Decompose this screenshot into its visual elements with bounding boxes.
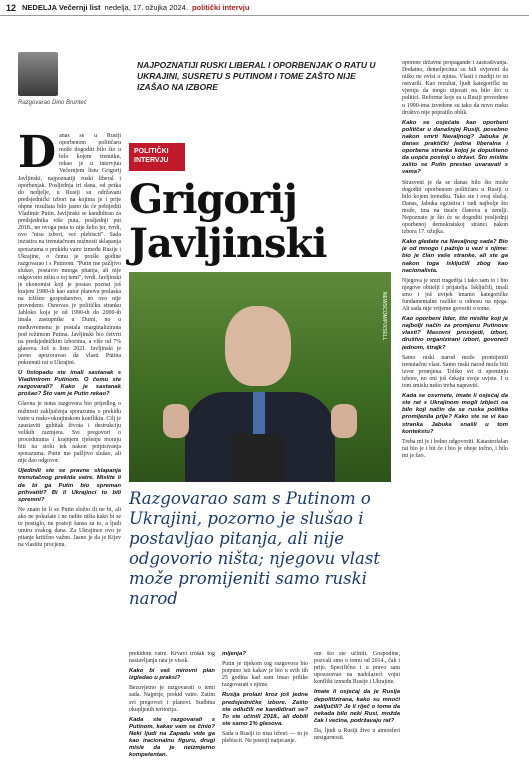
paragraph-text: Strasveni je da se danas bilo što može dogoditi oporbenom političaru u Rusiji u bilo kojem trenutku. Tako ste i ovaj slučaj. Danas, Jabuka egzistira i radi najbolje što može, ima na tisuće članova u zemlji. Nepoznato je što će se dogoditi posljednji oporbenoj demokratskoj stranci nakon izbora 17. ožujka.: [402, 179, 508, 236]
column-1: [18, 133, 121, 760]
body-paragraph: [402, 60, 508, 117]
interview-question: [129, 668, 215, 682]
paragraph-text: prekidom vatre. Krvavi trošak tog nastavljanja rata je visok.: [129, 651, 215, 665]
paragraph-text: mijenja?: [222, 651, 246, 657]
paragraph-text: U listopadu ste imali sastanak s Vladimirom Putinom. O čemu ste razgovarali? Kako je sastanak prošao? Što vam je Putin rekao?: [18, 370, 121, 398]
author-photo: [18, 52, 58, 96]
body-paragraph: [402, 278, 508, 313]
paragraph-text: Sada u Rusiji to nisu izbori — to je plebiscit. Ne postoji natjecanje.: [222, 730, 308, 745]
body-paragraph: [18, 133, 121, 367]
paragraph-text: Kada se osvrnete, imate li osjećaj da ste rat s Ukrajinom mogli izbjeći na bilo koji način da se ruska politika promijenila prije? Kako ste se vi kao stranka Jabuka snašli u tom kontekstu?: [402, 393, 508, 435]
body-paragraph: [222, 731, 308, 745]
interview-question: [402, 393, 508, 436]
portrait-photo: [129, 272, 391, 482]
interview-question: [402, 239, 508, 274]
column-4: [314, 651, 400, 761]
body-paragraph: [18, 507, 121, 550]
section-badge: POLITIČKI INTERVJU: [129, 143, 185, 171]
interview-question: [18, 468, 121, 503]
paragraph-text: Imate li osjećaj da je Rusija depolitizirana, kako su mnoći zaključili? Je li riječ o tome da nekada bilo neki Rusi, možda čak i većina, podržavaju rat?: [314, 689, 400, 724]
paragraph-text: Bezuvjetno je razgovarati o temi sada. Najprije, prekid vatre. Zatim svi pregovori i planovi. Sudbina okupljenih teritorija.: [129, 685, 215, 713]
paragraph-text: Kako gledate na Navaljnog sada? Bio je od mnogo i pažnjo u vezi s njime: bio je član vaše stranke, ali ste ga nakon toga isključili zbog kao nacionalista.: [402, 239, 508, 274]
publication-name: NEDELJA Večernji list: [22, 3, 101, 12]
body-paragraph: [402, 355, 508, 390]
column-3: [222, 651, 308, 761]
body-paragraph: [402, 180, 508, 237]
paragraph-text: Kao oporbeni lider, što mislite koji je najbolji način za promjenu Putinove vlasti? Masovni prosvjedi, izbori, društvo organizirani izbori, govoreći jednom, štrajk?: [402, 316, 508, 351]
photo-right-hand-shape: [331, 404, 357, 438]
paragraph-text: anas se u Rusiji oporbenom političaru može dogoditi bilo što u bilo kojem trenutku, rekao je u intervjuu Večernjem listu Grigorij Javljinski, najpoznatiji ruski liberal i oporbenjak. Posljednja tri dana, od petka do nedjelje, u Rusiji su održavani predsjednički izbori na kojima je i prije ohpne rezultata bilo jasno da će pobijediti Vladimir Putin. Javljinski se kandidirao za predsjednika više puta, posljednji put 2018., no ovoga puta to nije želio jer, tvrdi, ovo "nisu izbori, već plebiscit". Sada inzistira na trenutačnom nužnosti sklapanja sporazuma o prekidu vatre između Rusije i Ukrajine, o čemu je prošle godine razgovarao i s Putinom. "Putin me pažljivo slušao, postavio mnoga pitanja, ali nije odgovorio ništa o toj temi", tvrdi. Javljinski je ekonomist koji je postao poznat još krajem 1980-ih kao autor planova prelaska na tržišno gospodarstvo, no ovo nije provedeno. Osnovao je političku stranku Jabloko koja je od 1990-ih do 2000-ih imala zastupnike u Dumi, no u međuvremenu je postala marginalizirana pod režimom Putina. Javljinski bio četvrti na predsjedničkim izborima, a više od 7% glasova. Još u listo 2021. Javljinski je javno upozoravao da vlasti Putina pokrenuti rat u Ukrajini.: [18, 133, 121, 366]
paragraph-text: Kako bi vaš mirovni plan izgledao u praksi?: [129, 668, 215, 682]
paragraph-text: Kako se osjećate kao oporbeni političar u današnjoj Rusiji, posebno nakon smrti Navaljnog? Jabuka je danas praktički jedina liberalna i oporbena stranka kojoj je dopušteno da uopće postoji u državi. Što mislite zašto se Putin prestao uvaravati s vama?: [402, 119, 508, 176]
interview-question: [18, 370, 121, 398]
column-5: [402, 60, 508, 760]
interview-question: [129, 717, 215, 760]
body-paragraph: [402, 439, 508, 460]
interview-question: [402, 316, 508, 351]
interview-question: [222, 651, 308, 658]
paragraph-text: Putin je tijekom tog razgovora bio potpuno isti kakav je bio u svih tih 25 godina kad sam imao prilike razgovarati s njime.: [222, 661, 308, 689]
headline-name: Grigorij Javljinski: [129, 176, 327, 267]
article-kicker: NAJPOZNATIJI RUSKI LIBERAL I OPORBENJAK O RATU U UKRAJINI, SUSRETU S PUTINOM I TOME ZAŠTO NIJE IZAŠAO NA IZBORE: [137, 60, 376, 92]
photo-microphone-shape: [233, 434, 285, 482]
paragraph-text: Kada ste razgovarali s Putinom, kakav vam se činio? Neki ljudi na Zapadu vide ga kao iracionalnu figuru, drugi misle da je neizmjerno kompetentan.: [129, 716, 215, 759]
pull-quote: Razgovarao sam s Putinom o Ukrajini, pozorno je slušao i postavljao pitanja, ali nije odgovorio ništa; njegovu vlast može promijeniti samo ruski narod: [129, 489, 380, 608]
page-header: [0, 0, 529, 16]
paragraph-text: Rusija prolazi kroz još jedne predsjedničke izbore. Zašto ste odlučili ne kandidirati se? To ste učinili 2018., ali dobili ste samo 1% glasova.: [222, 692, 308, 727]
paragraph-text: Ne znam bi li se Putin složio ili ne bi, ali ako ne pokušate i ne radite ništa kako bi se to postiglo, ne postoji šansa za to, a ljudi umiru svakog dana. Za Ukrajince ovo je pitanje kritično važno. Jasno je da je Kijev na vlastitu procjenu.: [18, 506, 121, 549]
column-2: [129, 651, 215, 761]
paragraph-text: Njegova je smrt tragedija i tako sam to i bio njegove obitelji i prijatelja. Isključili, imali smo i još uvijek imamo kategoričke fundamentalne razlike u odnosu na njega. Ali sada nije vrijeme govoriti o tome.: [402, 277, 508, 313]
paragraph-text: om što ste učinili. Gospodine, pozvali smo o tomu od 2014., čak i prije. Specifično i u pravo sam upozoravao na nadolazeći vojni konflikt između Rusije i Ukrajine.: [314, 651, 400, 686]
photo-credit: NEWSCOM/PIXSELL: [381, 292, 387, 341]
paragraph-text: Treba mi je i bolno odgovoriti. Katastrofalan rat bio je i bit će i bio je oboje točno, i bilo mi je žao.: [402, 438, 508, 459]
page-number: 12: [6, 2, 17, 13]
interview-question: [222, 692, 308, 727]
body-paragraph: [129, 685, 215, 713]
paragraph-text: oporene državne propagande i zastrašivanja. Dodatno, demeljecima su bili uvjereni da nitko ne ovisi o njima. Vlasti i mediji to su ostvarili. Kao rezultat, ljudi kategorički ne vjeruju da mogu utjecati na bilo što u politici. Reforme koje su u Rusiji provedene u 1990-ima izvedene su tako da novo rusko društvo nije popratilo oblik.: [402, 60, 508, 116]
paragraph-text: Samo ruski narod može promijeniti trenutačnu vlast. Samo ruski narod može biti izvor promjena. Toliko svi ti spominju izbore, no oni još čekaju svoje uvjete. I u tom smislu nešto treba napraviti.: [402, 354, 508, 390]
body-paragraph: [314, 651, 400, 686]
paragraph-text: Da, ljudi u Rusiji žive u atmosferi nesigurnosti.: [314, 727, 400, 742]
interview-question: [314, 689, 400, 724]
paragraph-text: Glavna je tema razgovora bio prijedlog o nužnosti zaključenja sporazuma o prekidu vatre u rusko-ukrajinskom konfliktu. Cilj je zaustaviti gubitak života i destrukciju velikih razmjera. Svi pregovori o procedurama i krajnjem rješenju moraju biti na stolu tek nakon potpisivanja sporazuma. Putin me pažljivo slušao, ali nije dao odgovor.: [18, 401, 121, 465]
interview-question: [402, 120, 508, 177]
photo-head-shape: [225, 306, 291, 386]
author-caption: Razgovarao Dino Brunteć: [18, 100, 87, 106]
paragraph-text: Ujedinili ste se pravne sklapanja trenutačnog prekida vatre. Mislite li da bi ga Putin bio spreman prihvatiti? Bi li Ukrajinci to bili spremni?: [18, 468, 121, 503]
photo-left-hand-shape: [163, 404, 189, 438]
body-paragraph: [129, 651, 215, 665]
issue-date: nedelja, 17. ožujka 2024.: [104, 3, 188, 12]
body-paragraph: [222, 661, 308, 689]
section-name: politički intervju: [191, 3, 250, 12]
body-paragraph: [314, 728, 400, 742]
body-paragraph: [18, 401, 121, 465]
drop-cap: D: [18, 133, 57, 178]
